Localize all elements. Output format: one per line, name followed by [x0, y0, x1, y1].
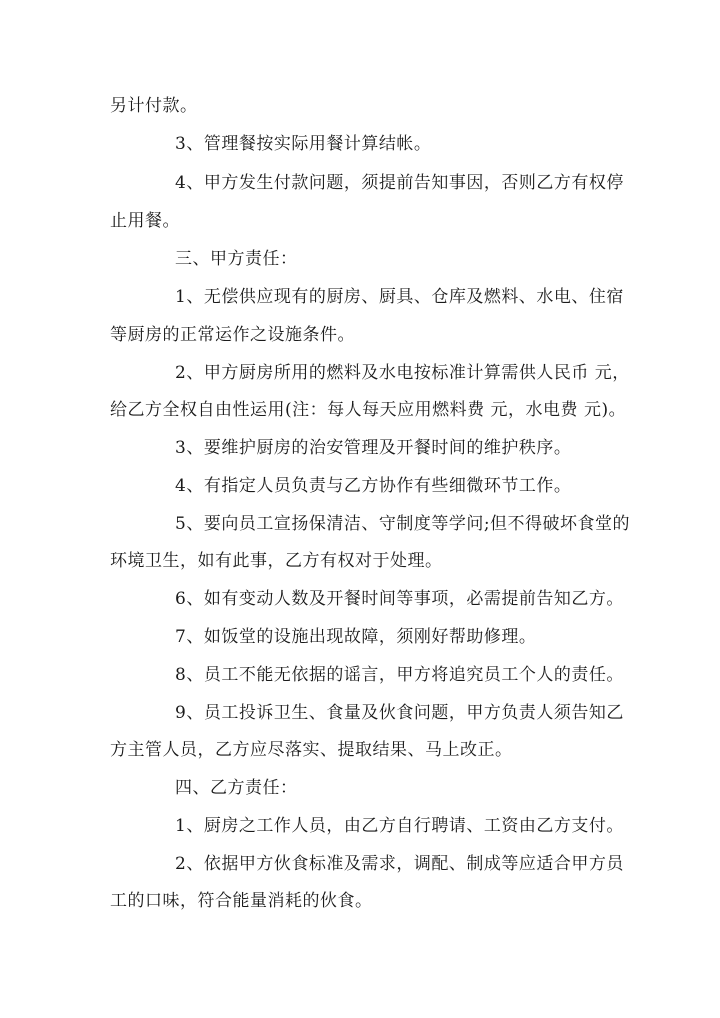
text-line: 工的口味，符合能量消耗的伙食。: [110, 891, 373, 911]
section-heading: 三、甲方责任：: [175, 249, 298, 269]
text-line: 4、有指定人员负责与乙方协作有些细微环节工作。: [175, 476, 572, 496]
text-line: 1、无偿供应现有的厨房、厨具、仓库及燃料、水电、住宿: [175, 287, 624, 307]
text-line: 2、依据甲方伙食标准及需求，调配、制成等应适合甲方员: [175, 854, 624, 874]
text-line: 8、员工不能无依据的谣言，甲方将追究员工个人的责任。: [175, 665, 624, 685]
text-line: 环境卫生，如有此事，乙方有权对于处理。: [110, 551, 443, 571]
text-line: 4、甲方发生付款问题，须提前告知事因，否则乙方有权停: [175, 173, 624, 193]
text-line: 给乙方全权自由性运用(注：每人每天应用燃料费 元，水电费 元)。: [110, 400, 627, 420]
text-line: 1、厨房之工作人员，由乙方自行聘请、工资由乙方支付。: [175, 816, 624, 836]
text-line: 9、员工投诉卫生、食量及伙食问题，甲方负责人须告知乙: [175, 703, 624, 723]
section-heading: 四、乙方责任：: [175, 778, 298, 798]
text-line: 止用餐。: [110, 211, 180, 231]
text-line: 3、要维护厨房的治安管理及开餐时间的维护秩序。: [175, 438, 572, 458]
text-line: 等厨房的正常运作之设施条件。: [110, 325, 355, 345]
text-line: 方主管人员，乙方应尽落实、提取结果、马上改正。: [110, 740, 513, 760]
text-line: 2、甲方厨房所用的燃料及水电按标准计算需供人民币 元，: [175, 363, 630, 383]
text-line: 6、如有变动人数及开餐时间等事项，必需提前告知乙方。: [175, 589, 624, 609]
text-line: 5、要向员工宣扬保清洁、守制度等学问;但不得破坏食堂的: [175, 514, 631, 534]
text-line: 另计付款。: [110, 96, 198, 116]
text-line: 3、管理餐按实际用餐计算结帐。: [175, 134, 432, 154]
text-line: 7、如饭堂的设施出现故障，须刚好帮助修理。: [175, 627, 537, 647]
